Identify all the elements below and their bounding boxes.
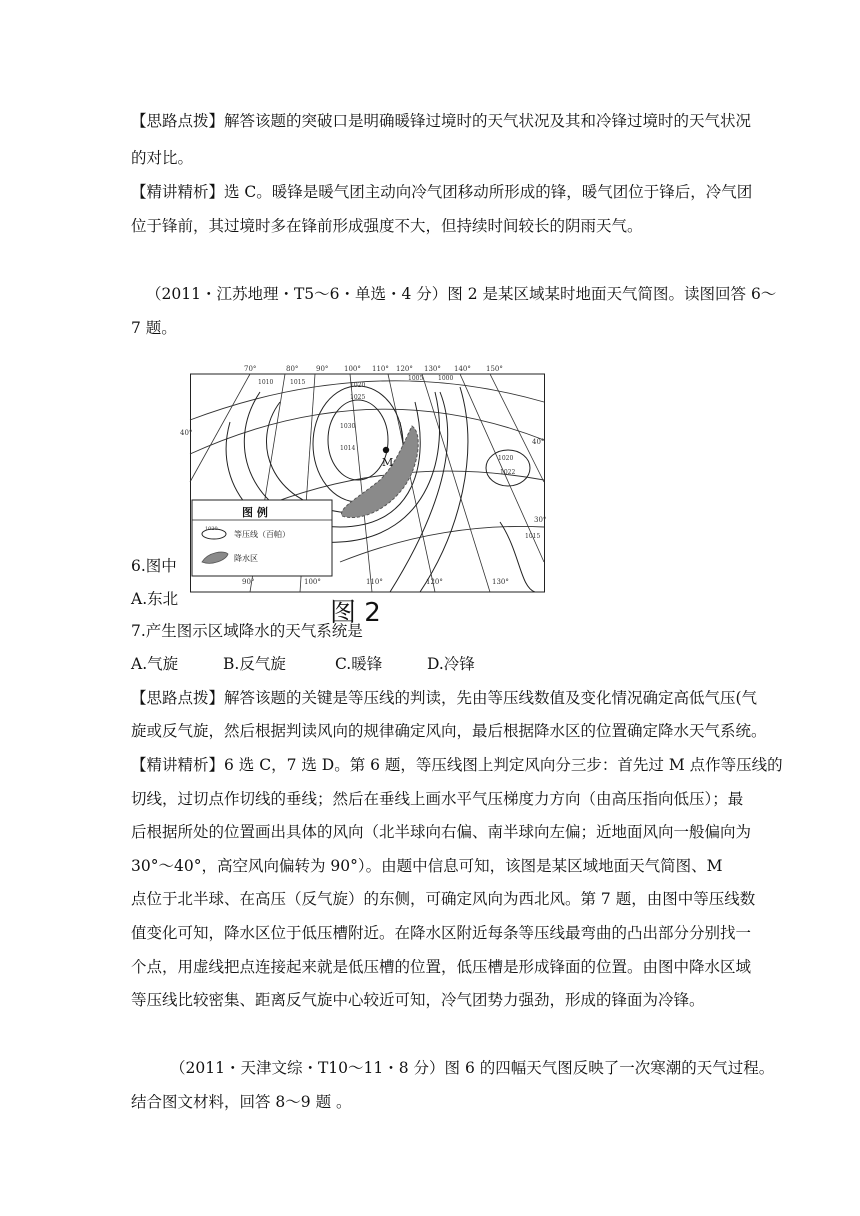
isobar-label: 1020 (498, 455, 514, 462)
analysis2-line-8: 等压线比较密集、距离反气旋中心较近可知，冷气团势力强劲，形成的锋面为冷锋。 (131, 991, 705, 1009)
lon-label: 80° (286, 365, 299, 373)
lon-label: 90° (316, 365, 329, 373)
lon-label: 130° (492, 578, 509, 586)
isobar-label: 1014 (340, 445, 356, 452)
isobar-label: 1015 (525, 533, 541, 540)
option-b: B.反气旋 (223, 655, 286, 673)
tip2-line-1: 【思路点拨】解答该题的关键是等压线的判读，先由等压线数值及变化情况确定高低气压(气 (131, 689, 758, 707)
question89-intro-2: 结合图文材料，回答 8～9 题 。 (131, 1093, 352, 1111)
isobar-label: 1005 (408, 375, 424, 382)
isobar-label: 1025 (350, 394, 366, 401)
lon-label: 130° (424, 365, 441, 373)
map-legend (192, 500, 332, 576)
lon-label: 140° (454, 365, 471, 373)
lon-label: 100° (344, 365, 361, 373)
question-intro-1: （2011・江苏地理・T5～6・单选・4 分）图 2 是某区域某时地面天气简图。读图回答 6～ (146, 285, 777, 303)
question-7-options (131, 654, 475, 674)
lon-label: 120° (426, 578, 443, 586)
isobar-label: 1010 (258, 379, 274, 386)
lon-label: 110° (372, 365, 389, 373)
legend-title: 图 例 (242, 506, 268, 519)
legend-isobar-label: 等压线（百帕） (234, 530, 290, 539)
analysis2-line-4: 30°～40°，高空风向偏转为 90°）。由题中信息可知，该图是某区域地面天气简图、M (131, 857, 723, 875)
figure-caption: 图 2 (330, 598, 381, 628)
analysis-line-1: 【精讲精析】选 C。暖锋是暖气团主动向冷气团移动所形成的锋，暖气团位于锋后，冷气团 (131, 183, 753, 201)
analysis-line-2: 位于锋前，其过境时多在锋前形成强度不大，但持续时间较长的阴雨天气。 (131, 217, 643, 235)
analysis2-line-6: 值变化可知，降水区位于低压槽附近。在降水区附近每条等压线最弯曲的凸出部分分别找一 (131, 924, 752, 942)
lon-label: 150° (486, 365, 503, 373)
analysis2-line-5: 点位于北半球、在高压（反气旋）的东侧，可确定风向为西北风。第 7 题，由图中等压线数 (131, 890, 756, 908)
isobar-label: 1015 (290, 379, 306, 386)
question89-intro-1: （2011・天津文综・T10～11・8 分）图 6 的四幅天气图反映了一次寒潮的天气过程。 (170, 1059, 775, 1077)
lon-label: 110° (366, 578, 383, 586)
isobar-label: 1020 (350, 382, 366, 389)
question-6-partial: 6.图中 (131, 557, 177, 575)
lat-label: 40° (532, 438, 545, 446)
isobar-label: 1022 (500, 469, 516, 476)
isobar-label: 1000 (438, 375, 454, 382)
option-a: A.气旋 (131, 655, 179, 673)
analysis2-line-7: 个点，用虚线把点连接起来就是低压槽的位置，低压槽是形成锋面的位置。由图中降水区域 (131, 958, 752, 976)
lat-label: 30° (534, 516, 547, 524)
lon-label: 90° (242, 578, 255, 586)
weather-map-figure (180, 362, 550, 626)
question-intro-2: 7 题。 (131, 319, 177, 337)
isobar-label: 1030 (340, 423, 356, 430)
question-6-option-partial: A.东北 (131, 590, 179, 608)
analysis2-line-1: 【精讲精析】6 选 C，7 选 D。第 6 题，等压线图上判定风向分三步：首先过 M 点作等压线的 (131, 756, 783, 774)
tip-line-2: 的对比。 (131, 149, 194, 167)
lon-label: 70° (244, 365, 257, 373)
point-m-label: M (382, 456, 394, 469)
option-c: C.暖锋 (335, 655, 383, 673)
legend-isobar-value: 1020 (205, 526, 218, 532)
tip2-line-2: 旋或反气旋，然后根据判读风向的规律确定风向，最后根据降水区的位置确定降水天气系统。 (131, 722, 767, 740)
analysis2-line-3: 后根据所处的位置画出具体的风向（北半球向右偏、南半球向左偏；近地面风向一般偏向为 (131, 823, 752, 841)
question-7: 7.产生图示区域降水的天气系统是 (131, 622, 363, 640)
analysis2-line-2: 切线，过切点作切线的垂线；然后在垂线上画水平气压梯度力方向（由高压指向低压）；最 (131, 790, 744, 808)
lon-label: 100° (304, 578, 321, 586)
lat-label: 40° (180, 429, 193, 437)
legend-rain-label: 降水区 (234, 554, 258, 563)
option-d: D.冷锋 (427, 655, 475, 673)
tip-line-1: 【思路点拨】解答该题的突破口是明确暖锋过境时的天气状况及其和冷锋过境时的天气状况 (131, 112, 752, 130)
lon-label: 120° (396, 365, 413, 373)
